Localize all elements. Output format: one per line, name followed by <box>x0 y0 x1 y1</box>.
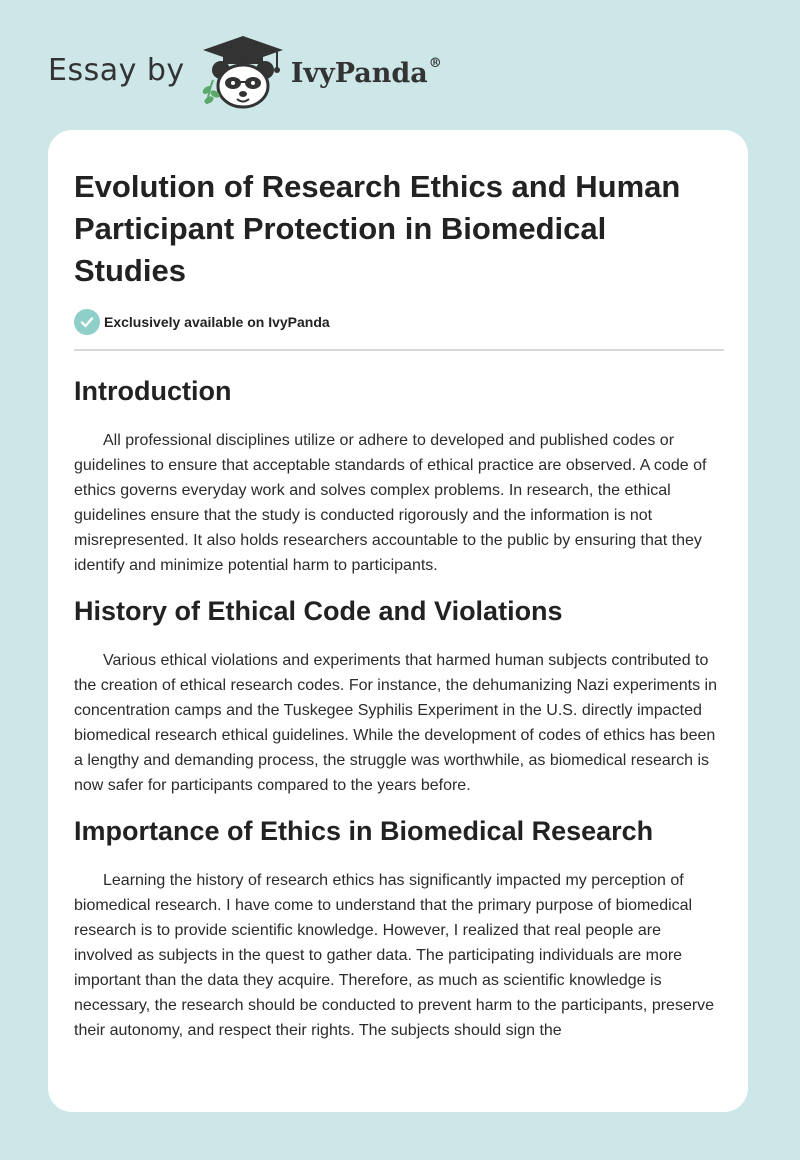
essay-card <box>48 130 748 1112</box>
brand-name-text: IvyPanda <box>290 57 428 89</box>
exclusive-badge <box>74 308 724 336</box>
exclusive-label: Exclusively available on IvyPanda <box>104 314 330 330</box>
registered-mark: ® <box>428 55 442 71</box>
section-heading-introduction: Introduction <box>74 376 232 406</box>
checkmark-icon <box>74 309 100 335</box>
section-paragraph-history: Various ethical violations and experiments that harmed human subjects contributed to the creation of ethical research codes. For instance, the dehumanizing Nazi experiments in concentration camps and the Tuskegee Syphilis Experiment in the U.S. directly impacted biomedical research ethical guidelines. While the development of codes of ethics has been a lengthy and demanding process, the struggle was worthwhile, as biomedical research is now safer for participants compared to the years before. <box>74 652 718 794</box>
brand-header[interactable] <box>48 34 442 110</box>
panda-graduate-icon <box>197 34 289 110</box>
section-heading-history: History of Ethical Code and Violations <box>74 596 563 626</box>
essay-title: Evolution of Research Ethics and Human Participant Protection in Biomedical Studies <box>74 169 681 288</box>
section-paragraph-importance: Learning the history of research ethics has significantly impacted my perception of biomedical research. I have come to understand that the primary purpose of biomedical research is to provide scientific knowledge. However, I realized that real people are involved as subjects in the quest to gather data. The participating individuals are more important than the data they acquire. Therefore, as much as scientific knowledge is necessary, the research should be conducted to prevent harm to the participants, preserve their autonomy, and respect their rights. The subjects should sign the <box>74 872 715 1039</box>
divider <box>74 349 724 351</box>
brand-name <box>290 55 442 89</box>
essay-content <box>74 166 724 1043</box>
essay-by-label: Essay by <box>48 52 185 88</box>
section-heading-importance: Importance of Ethics in Biomedical Research <box>74 816 654 846</box>
section-paragraph-introduction: All professional disciplines utilize or adhere to developed and published codes or guidelines to ensure that acceptable standards of ethical practice are observed. A code of ethics governs everyday work and solves complex problems. In research, the ethical guidelines ensure that the study is conducted rigorously and the information is not misrepresented. It also holds researchers accountable to the public by ensuring that they identify and minimize potential harm to participants. <box>74 432 707 574</box>
